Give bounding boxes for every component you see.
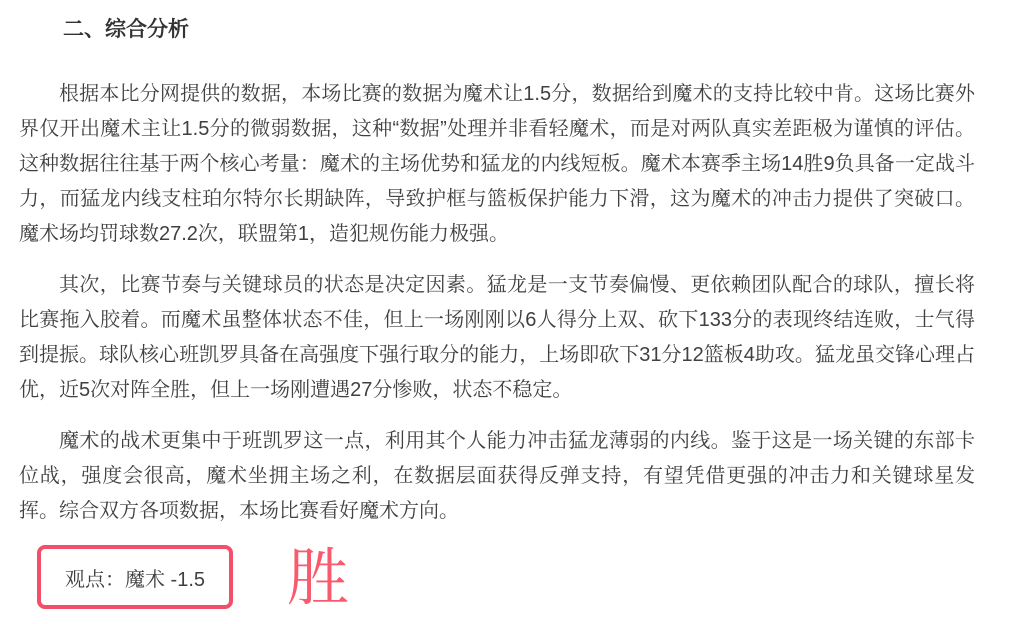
verdict-box bbox=[37, 545, 233, 609]
section-title: 二、综合分析 bbox=[63, 18, 189, 41]
analysis-paragraph-3: 魔术的战术更集中于班凯罗这一点，利用其个人能力冲击猛龙薄弱的内线。鉴于这是一场关键的东部卡位战，强度会很高，魔术坐拥主场之利，在数据层面获得反弹支持，有望凭借更强的冲击力和关键球星发挥。综合双方各项数据，本场比赛看好魔术方向。 bbox=[19, 430, 975, 522]
verdict-text: 观点：魔术 -1.5 bbox=[64, 568, 206, 591]
win-stamp: 胜 bbox=[287, 544, 350, 613]
verdict-row bbox=[37, 544, 975, 613]
analysis-paragraph-1: 根据本比分网提供的数据，本场比赛的数据为魔术让1.5分，数据给到魔术的支持比较中肯。这场比赛外界仅开出魔术主让1.5分的微弱数据，这种“数据”处理并非看轻魔术，而是对两队真实差距极为谨慎的评估。这种数据往往基于两个核心考量：魔术的主场优势和猛龙的内线短板。魔术本赛季主场14胜9负具备一定战斗力，而猛龙内线支柱珀尔特尔长期缺阵，导致护框与篮板保护能力下滑，这为魔术的冲击力提供了突破口。魔术场均罚球数27.2次，联盟第1，造犯规伤能力极强。 bbox=[19, 83, 975, 245]
analysis-paragraph-2: 其次，比赛节奏与关键球员的状态是决定因素。猛龙是一支节奏偏慢、更依赖团队配合的球队，擅长将比赛拖入胶着。而魔术虽整体状态不佳，但上一场刚刚以6人得分上双、砍下133分的表现终结连败，士气得到提振。球队核心班凯罗具备在高强度下强行取分的能力，上场即砍下31分12篮板4助攻。猛龙虽交锋心理占优，近5次对阵全胜，但上一场刚遭遇27分惨败，状态不稳定。 bbox=[19, 274, 975, 401]
